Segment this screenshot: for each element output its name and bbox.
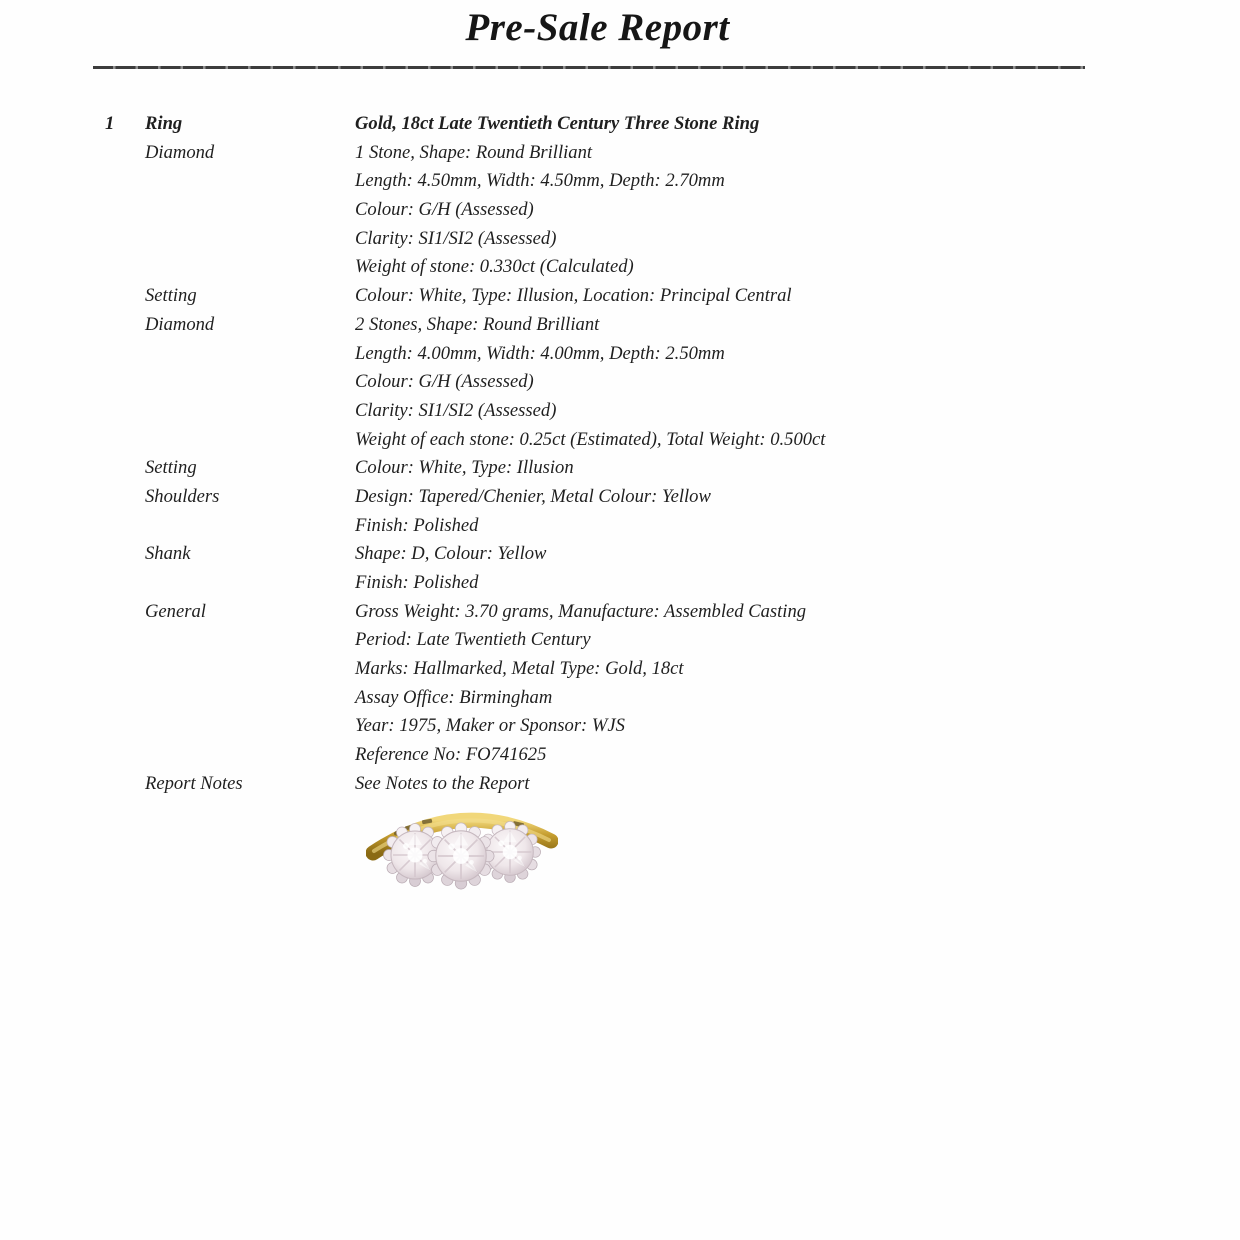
table-row — [105, 741, 1135, 770]
row-label: Ring — [145, 113, 183, 134]
row-label: Shoulders — [145, 485, 220, 507]
row-label: General — [145, 600, 206, 622]
table-row — [105, 426, 1135, 455]
row-value: Shape: D, Colour: Yellow — [355, 543, 547, 565]
report-item-table — [105, 110, 1135, 799]
row-value: 1 Stone, Shape: Round Brilliant — [355, 141, 593, 163]
table-row — [105, 655, 1135, 684]
row-value: Weight of each stone: 0.25ct (Estimated), Total Weight: 0.500ct — [355, 428, 826, 450]
row-label: Report Notes — [145, 772, 243, 794]
table-row — [105, 167, 1135, 196]
row-value: Colour: G/H (Assessed) — [355, 199, 534, 221]
item-number: 1 — [105, 113, 115, 134]
row-value: Length: 4.00mm, Width: 4.00mm, Depth: 2.50mm — [355, 342, 725, 364]
table-row — [105, 311, 1135, 340]
table-row — [105, 454, 1135, 483]
page-title: Pre-Sale Report — [465, 6, 730, 49]
ring-photo — [366, 792, 558, 904]
row-value: 2 Stones, Shape: Round Brilliant — [355, 313, 600, 335]
table-row — [105, 770, 1135, 799]
row-label: Shank — [145, 543, 191, 565]
row-value: Colour: White, Type: Illusion, Location: Principal Central — [355, 285, 792, 307]
row-value: Colour: G/H (Assessed) — [355, 371, 534, 393]
table-row — [105, 368, 1135, 397]
table-row — [105, 110, 1135, 139]
table-row — [105, 139, 1135, 168]
table-row — [105, 712, 1135, 741]
table-row — [105, 540, 1135, 569]
table-row — [105, 626, 1135, 655]
row-value: Reference No: FO741625 — [355, 744, 547, 766]
row-value: See Notes to the Report — [355, 772, 530, 794]
row-label: Diamond — [145, 141, 215, 163]
row-value: Finish: Polished — [355, 514, 479, 536]
table-row — [105, 684, 1135, 713]
table-row — [105, 225, 1135, 254]
row-value: Finish: Polished — [355, 572, 479, 593]
row-value: Weight of stone: 0.330ct (Calculated) — [355, 256, 634, 278]
table-row — [105, 483, 1135, 512]
row-label: Setting — [145, 457, 197, 479]
row-value: Year: 1975, Maker or Sponsor: WJS — [355, 715, 625, 737]
row-value: Clarity: SI1/SI2 (Assessed) — [355, 399, 557, 421]
table-row — [105, 397, 1135, 426]
table-row — [105, 512, 1135, 541]
row-label: Diamond — [145, 313, 215, 335]
table-row — [105, 282, 1135, 311]
table-row — [105, 569, 1135, 598]
row-value: Gross Weight: 3.70 grams, Manufacture: Assembled Casting — [355, 600, 807, 622]
row-value: Marks: Hallmarked, Metal Type: Gold, 18ct — [355, 658, 684, 680]
row-value: Period: Late Twentieth Century — [355, 629, 591, 651]
row-value: Gold, 18ct Late Twentieth Century Three Stone Ring — [355, 113, 760, 134]
row-value: Clarity: SI1/SI2 (Assessed) — [355, 227, 557, 249]
table-row — [105, 598, 1135, 627]
table-row — [105, 340, 1135, 369]
row-value: Length: 4.50mm, Width: 4.50mm, Depth: 2.70mm — [355, 170, 725, 192]
table-row — [105, 253, 1135, 282]
row-value: Assay Office: Birmingham — [355, 686, 553, 708]
row-value: Colour: White, Type: Illusion — [355, 457, 574, 479]
row-label: Setting — [145, 285, 197, 307]
title-divider — [93, 66, 1085, 69]
table-row — [105, 196, 1135, 225]
row-value: Design: Tapered/Chenier, Metal Colour: Yellow — [355, 485, 711, 507]
